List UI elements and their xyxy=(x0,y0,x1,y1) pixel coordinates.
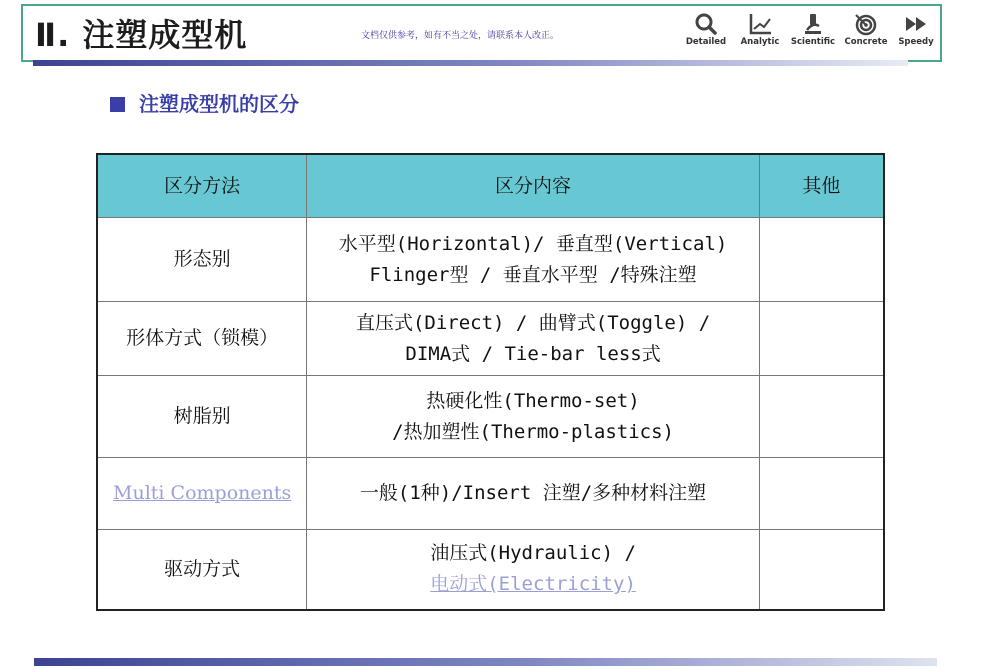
table-cell-method: 形态别 xyxy=(97,218,307,302)
table-row xyxy=(97,376,884,458)
electricity-link[interactable]: 电动式(Electricity) xyxy=(430,573,636,596)
icon-group-speedy xyxy=(886,12,946,47)
content-line: Flinger型 / 垂直水平型 /特殊注塑 xyxy=(369,263,697,286)
page-title: Ⅱ. 注塑成型机 xyxy=(35,16,248,54)
table-row xyxy=(97,458,884,530)
header-divider-bar xyxy=(33,60,908,66)
column-header-method: 区分方法 xyxy=(97,154,307,218)
table-cell-other xyxy=(759,458,884,530)
icon-label-speedy: Speedy xyxy=(898,37,934,47)
table-cell-content xyxy=(307,218,760,302)
content-line: 直压式(Direct) / 曲臂式(Toggle) / xyxy=(355,311,711,334)
section-heading-text: 注塑成型机的区分 xyxy=(139,92,299,116)
icon-group-analytic xyxy=(730,12,790,47)
footer-divider-bar xyxy=(34,658,937,666)
table-cell-other xyxy=(759,376,884,458)
icon-group-detailed xyxy=(676,12,736,47)
content-line: 一般(1种)/Insert 注塑/多种材料注塑 xyxy=(359,482,707,504)
content-line: 热硬化性(Thermo-set) xyxy=(426,389,640,412)
chart-line-icon xyxy=(747,12,773,36)
header-frame xyxy=(21,4,942,62)
table-row xyxy=(97,530,884,610)
section-heading xyxy=(110,88,299,117)
table-cell-content xyxy=(307,376,760,458)
content-line: /热加塑性(Thermo-plastics) xyxy=(392,420,674,443)
content-line: DIMA式 / Tie-bar less式 xyxy=(405,342,661,365)
magnifier-icon xyxy=(693,12,719,36)
content-line: 水平型(Horizontal)/ 垂直型(Vertical) xyxy=(338,232,728,255)
table-cell-content xyxy=(307,530,760,610)
icon-label-detailed: Detailed xyxy=(685,37,727,47)
classification-table xyxy=(96,153,885,611)
table-row xyxy=(97,218,884,302)
table-cell-other xyxy=(759,530,884,610)
table-cell-method: 驱动方式 xyxy=(97,530,307,610)
table-cell-method: 树脂别 xyxy=(97,376,307,458)
table-cell-content xyxy=(307,302,760,376)
icon-label-concrete: Concrete xyxy=(844,37,888,47)
bullet-square-icon xyxy=(110,97,125,112)
microscope-icon xyxy=(800,12,826,36)
icon-label-scientific: Scientific xyxy=(790,37,836,47)
content-line-link[interactable] xyxy=(307,569,759,600)
fast-forward-icon xyxy=(903,12,929,36)
table-cell-method-link[interactable] xyxy=(97,458,307,530)
table-header-row xyxy=(97,154,884,218)
target-icon xyxy=(853,12,879,36)
icon-group-scientific xyxy=(783,12,843,47)
multi-components-link[interactable]: Multi Components xyxy=(113,482,292,504)
icon-label-analytic: Analytic xyxy=(740,37,780,47)
table-cell-other xyxy=(759,218,884,302)
column-header-other: 其他 xyxy=(759,154,884,218)
header-note: 文档仅供参考，如有不当之处，请联系本人改正。 xyxy=(361,31,560,41)
column-header-content: 区分内容 xyxy=(307,154,760,218)
table-cell-method: 形体方式（锁模） xyxy=(97,302,307,376)
content-line: 油压式(Hydraulic) / xyxy=(430,542,636,565)
table-cell-other xyxy=(759,302,884,376)
table-cell-content xyxy=(307,458,760,530)
table-row xyxy=(97,302,884,376)
